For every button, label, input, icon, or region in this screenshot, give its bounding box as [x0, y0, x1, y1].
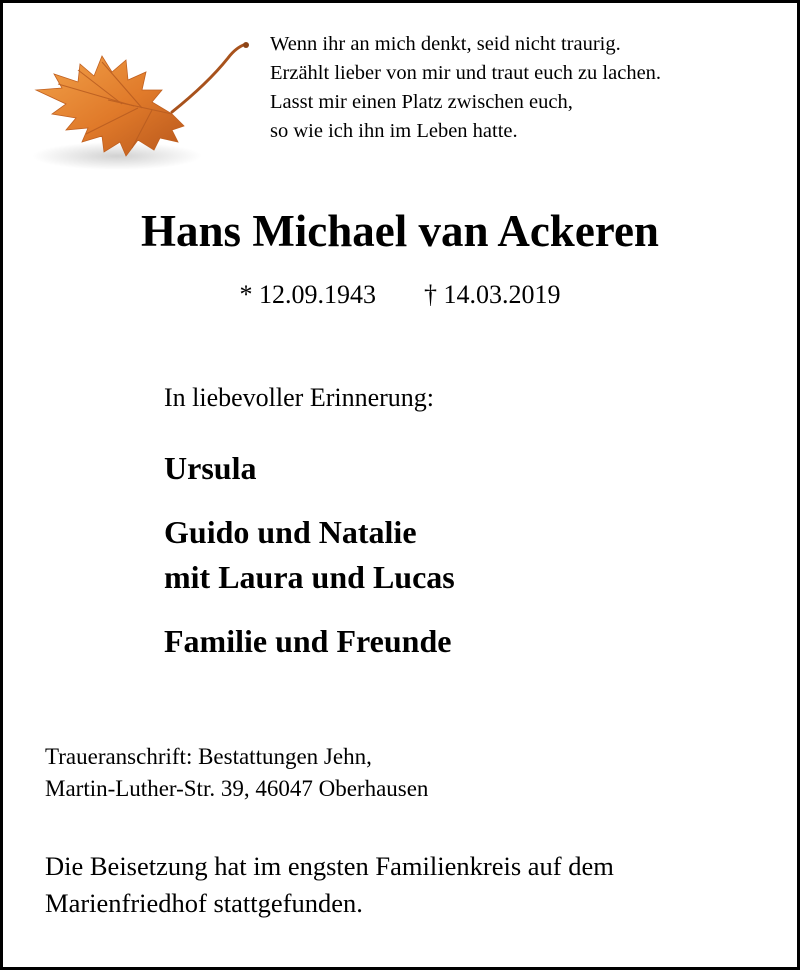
mourner-line: Guido und Natalie [164, 514, 417, 550]
poem-line: so wie ich ihn im Leben hatte. [270, 120, 518, 142]
burial-note [45, 848, 614, 922]
burial-line: Marienfriedhof stattgefunden. [45, 888, 363, 918]
mourning-address [45, 741, 428, 805]
mourner-group: Familie und Freunde [164, 623, 452, 659]
life-dates [0, 278, 800, 312]
address-line: Traueranschrift: Bestattungen Jehn, [45, 744, 372, 769]
mourner-name: Ursula [164, 450, 257, 486]
deceased-name: Hans Michael van Ackeren [141, 206, 659, 256]
poem-line: Lasst mir einen Platz zwischen euch, [270, 91, 573, 113]
poem [270, 30, 661, 146]
mourner-line: mit Laura und Lucas [164, 559, 455, 595]
address-line: Martin-Luther-Str. 39, 46047 Oberhausen [45, 776, 429, 801]
maple-leaf-icon [22, 38, 258, 176]
birth-date: * 12.09.1943 [239, 280, 376, 309]
burial-line: Die Beisetzung hat im engsten Familienkreis auf dem [45, 851, 614, 881]
poem-line: Wenn ihr an mich denkt, seid nicht traurig. [270, 33, 621, 55]
poem-line: Erzählt lieber von mir und traut euch zu lachen. [270, 62, 662, 84]
death-date: † 14.03.2019 [424, 280, 561, 309]
memory-intro: In liebevoller Erinnerung: [164, 383, 435, 412]
mourner-family [164, 510, 455, 600]
